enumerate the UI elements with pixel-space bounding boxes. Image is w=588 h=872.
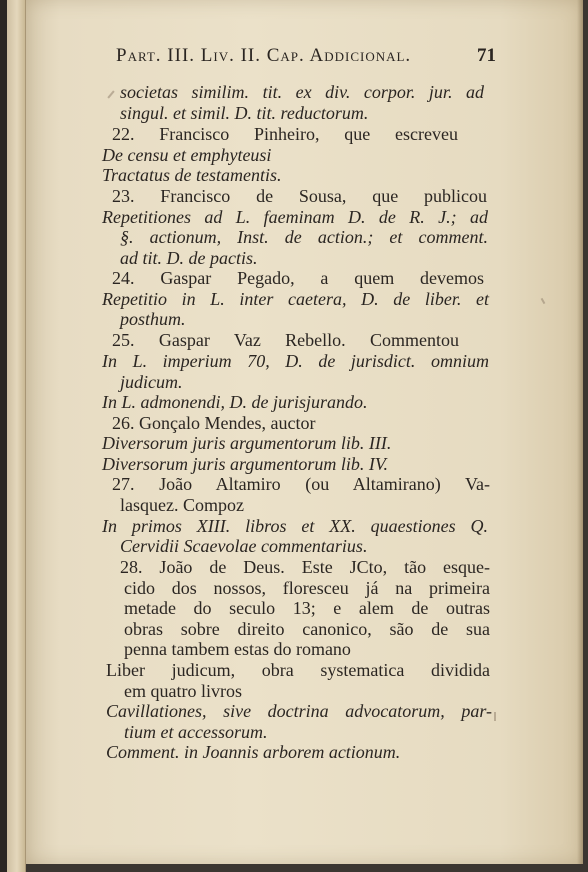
page-number: 71 (477, 45, 496, 66)
text-line: 25. Gaspar Vaz Rebello. Commentou (112, 330, 459, 350)
text-line: 23. Francisco de Sousa, que publicou (112, 186, 487, 206)
text-line: posthum. (120, 309, 186, 329)
text-line: 26. Gonçalo Mendes, auctor (112, 413, 316, 433)
text-line: societas similim. tit. ex div. corpor. jur. ad (120, 82, 484, 102)
text-line: 27. João Altamiro (ou Altamirano) Va- (112, 474, 490, 494)
text-line: Repetitiones ad L. faeminam D. de R. J.; ad (102, 207, 488, 227)
ink-speck (494, 712, 496, 721)
text-line: Comment. in Joannis arborem actionum. (106, 742, 401, 762)
text-line: ad tit. D. de pactis. (120, 248, 258, 268)
text-line: judicum. (120, 372, 183, 392)
text-line: 28. João de Deus. Este JCto, tão esque- (120, 557, 490, 577)
running-title: Part. III. Liv. II. Cap. Addicional. (116, 45, 412, 66)
text-line: Diversorum juris argumentorum lib. IV. (102, 454, 389, 474)
book-page (26, 0, 583, 864)
text-line: penna tambem estas do romano (124, 639, 351, 659)
text-line: §. actionum, Inst. de action.; et comment. (120, 227, 488, 247)
text-line: Repetitio in L. inter caetera, D. de liber. et (102, 289, 489, 309)
book-edge-left (0, 0, 7, 872)
text-line: Tractatus de testamentis. (102, 165, 282, 185)
text-line: 22. Francisco Pinheiro, que escreveu (112, 124, 458, 144)
text-line: Liber judicum, obra systematica dividida (106, 660, 490, 680)
text-line: metade do seculo 13; e alem de outras (124, 598, 490, 618)
text-line: lasquez. Compoz (120, 495, 244, 515)
text-line: In primos XIII. libros et XX. quaestiones Q. (102, 516, 488, 536)
text-line: tium et accessorum. (124, 722, 268, 742)
text-line: obras sobre direito canonico, são de sua (124, 619, 490, 639)
text-line: In L. admonendi, D. de jurisjurando. (102, 392, 368, 412)
text-line: In L. imperium 70, D. de jurisdict. omnium (102, 351, 489, 371)
text-line: Diversorum juris argumentorum lib. III. (102, 433, 392, 453)
ink-speck (107, 90, 114, 98)
text-line: De censu et emphyteusi (102, 145, 272, 165)
text-line: singul. et simil. D. tit. reductorum. (120, 103, 369, 123)
text-line: cido dos nossos, floresceu já na primeira (124, 578, 490, 598)
text-line: Cervidii Scaevolae commentarius. (120, 536, 368, 556)
running-header (116, 45, 496, 71)
text-line: Cavillationes, sive doctrina advocatorum, par- (106, 701, 492, 721)
book-gutter (7, 0, 26, 872)
ink-speck (541, 298, 546, 304)
text-line: 24. Gaspar Pegado, a quem devemos (112, 268, 484, 288)
text-line: em quatro livros (124, 681, 242, 701)
